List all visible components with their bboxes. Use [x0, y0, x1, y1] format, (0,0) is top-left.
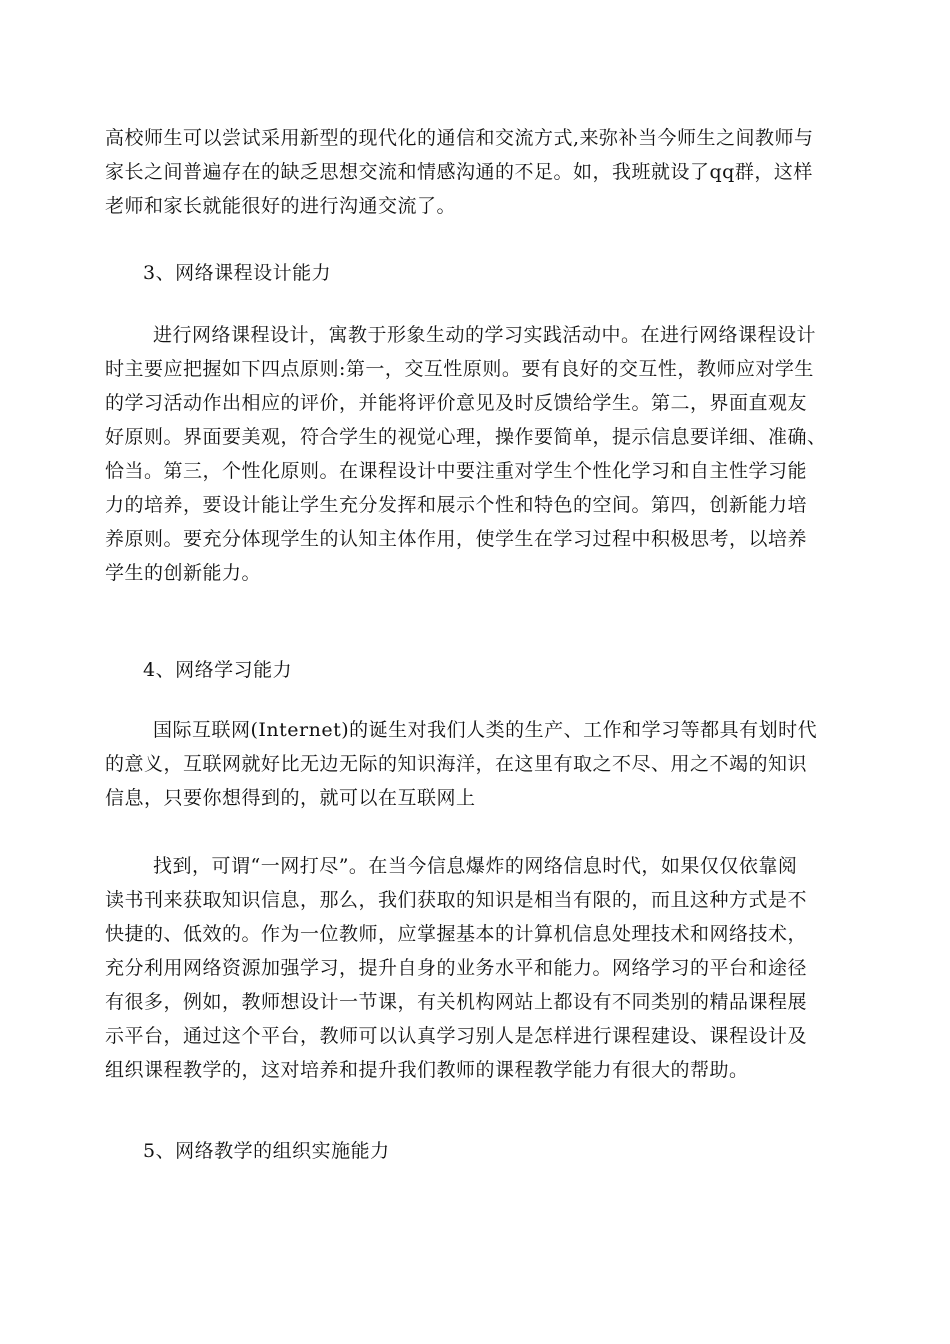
- text-line: 养原则。要充分体现学生的认知主体作用，使学生在学习过程中积极思考，以培养: [105, 528, 808, 550]
- section-heading-5: [105, 1134, 845, 1168]
- heading-text: 5、网络教学的组织实施能力: [143, 1140, 390, 1162]
- heading-text: 3、网络课程设计能力: [143, 262, 332, 284]
- heading-text: 4、网络学习能力: [143, 659, 293, 681]
- paragraph-network-learning: [105, 849, 845, 1087]
- text-line: 国际互联网(Internet)的诞生对我们人类的生产、工作和学习等都具有划时代: [153, 719, 818, 741]
- text-line: 老师和家长就能很好的进行沟通交流了。: [105, 195, 457, 217]
- text-line: 找到，可谓“一网打尽”。在当今信息爆炸的网络信息时代，如果仅仅依靠阅: [153, 855, 798, 877]
- text-line: 示平台，通过这个平台，教师可以认真学习别人是怎样进行课程建设、课程设计及: [105, 1025, 808, 1047]
- text-line: 高校师生可以尝试采用新型的现代化的通信和交流方式,来弥补当今师生之间教师与: [105, 127, 814, 149]
- text-line: 充分利用网络资源加强学习，提升自身的业务水平和能力。网络学习的平台和途径: [105, 957, 808, 979]
- paragraph-internet: [105, 713, 845, 815]
- text-line: 的意义，互联网就好比无边无际的知识海洋，在这里有取之不尽、用之不竭的知识: [105, 753, 808, 775]
- text-line: 家长之间普遍存在的缺乏思想交流和情感沟通的不足。如，我班就设了qq群，这样: [105, 161, 813, 183]
- text-line: 信息，只要你想得到的，就可以在互联网上: [105, 787, 476, 809]
- section-heading-3: [105, 256, 845, 290]
- text-line: 学生的创新能力。: [105, 562, 262, 584]
- text-line: 组织课程教学的，这对培养和提升我们教师的课程教学能力有很大的帮助。: [105, 1059, 749, 1081]
- text-line: 有很多，例如，教师想设计一节课，有关机构网站上都设有不同类别的精品课程展: [105, 991, 808, 1013]
- text-line: 力的培养，要设计能让学生充分发挥和展示个性和特色的空间。第四，创新能力培: [105, 494, 808, 516]
- text-line: 时主要应把握如下四点原则:第一，交互性原则。要有良好的交互性，教师应对学生: [105, 358, 814, 380]
- text-line: 快捷的、低效的。作为一位教师，应掌握基本的计算机信息处理技术和网络技术，: [105, 923, 808, 945]
- text-line: 读书刊来获取知识信息，那么，我们获取的知识是相当有限的，而且这种方式是不: [105, 889, 808, 911]
- text-line: 好原则。界面要美观，符合学生的视觉心理，操作要简单，提示信息要详细、准确、: [105, 426, 827, 448]
- text-line: 恰当。第三，个性化原则。在课程设计中要注重对学生个性化学习和自主性学习能: [105, 460, 808, 482]
- text-line: 的学习活动作出相应的评价，并能将评价意见及时反馈给学生。第二，界面直观友: [105, 392, 808, 414]
- section-heading-4: [105, 653, 845, 687]
- paragraph-communication: [105, 121, 845, 223]
- paragraph-course-design: [105, 318, 845, 590]
- text-line: 进行网络课程设计，寓教于形象生动的学习实践活动中。在进行网络课程设计: [153, 324, 817, 346]
